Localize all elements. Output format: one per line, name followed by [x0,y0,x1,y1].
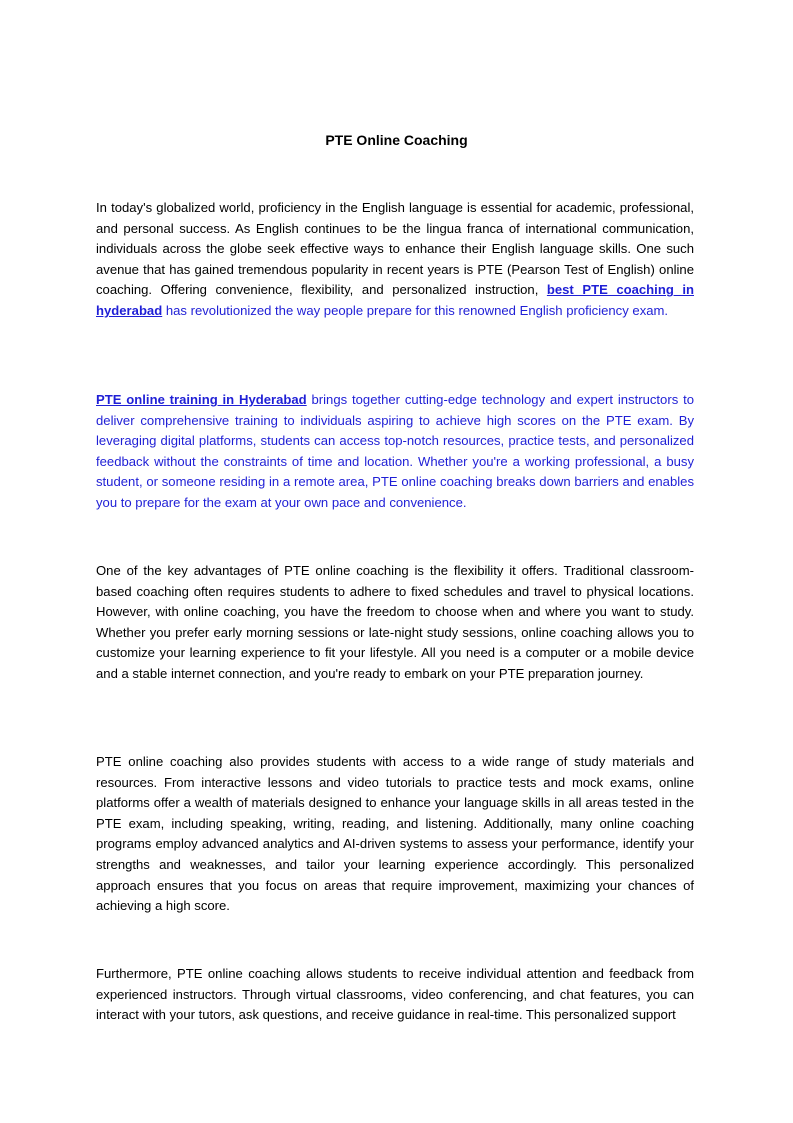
paragraph-online-training [96,390,694,514]
paragraph-flexibility: One of the key advantages of PTE online coaching is the flexibility it offers. Traditional classroom-based coaching often requires students to adhere to fixed schedules and travel to physical locations. However, with online coaching, you have the freedom to choose when and where you want to study. Whether you prefer early morning sessions or late-night study sessions, online coaching allows you to customize your learning experience to fit your lifestyle. All you need is a computer or a mobile device and a stable internet connection, and you're ready to embark on your PTE preparation journey. [96,563,694,681]
paragraph-individual-attention: Furthermore, PTE online coaching allows students to receive individual attention and feedback from experienced instructors. Through virtual classrooms, video conferencing, and chat features, you can interact with your tutors, ask questions, and receive guidance in real-time. This personalized support [96,966,694,1023]
pte-online-training-link[interactable]: PTE online training in Hyderabad [96,392,307,407]
page-title: PTE Online Coaching [325,132,468,148]
best-pte-coaching-link[interactable]: best PTE coaching in hyderabad [96,282,694,318]
paragraph-intro [96,198,694,322]
paragraph-text: In today's globalized world, proficiency in the English language is essential for academic, professional, and personal success. As English continues to be the lingua franca of international communication, individuals across the globe seek effective ways to enhance their English language skills. One such avenue that has gained tremendous popularity in recent years is PTE (Pearson Test of English) online coaching. Offering convenience, flexibility, and personalized instruction, [96,200,694,298]
paragraph-text-blue: has revolutionized the way people prepare for this renowned English proficiency exam. [162,302,669,318]
paragraph-study-materials: PTE online coaching also provides students with access to a wide range of study materials and resources. From interactive lessons and video tutorials to practice tests and mock exams, online platforms offer a wealth of materials designed to enhance your language skills in all areas tested in the PTE exam, including speaking, writing, reading, and listening. Additionally, many online coaching programs employ advanced analytics and AI-driven systems to assess your performance, identify your strengths and weaknesses, and tailor your learning experience accordingly. This personalized approach ensures that you focus on areas that require improvement, maximizing your chances of achieving a high score. [96,754,694,914]
paragraph-text-blue: brings together cutting-edge technology and expert instructors to deliver comprehensive training to individuals aspiring to achieve high scores on the PTE exam. By leveraging digital platforms, students can access top-notch resources, practice tests, and personalized feedback without the constraints of time and location. Whether you're a working professional, a busy student, or someone residing in a remote area, PTE online coaching breaks down barriers and enables you to prepare for the exam at your own pace and convenience. [96,392,694,510]
